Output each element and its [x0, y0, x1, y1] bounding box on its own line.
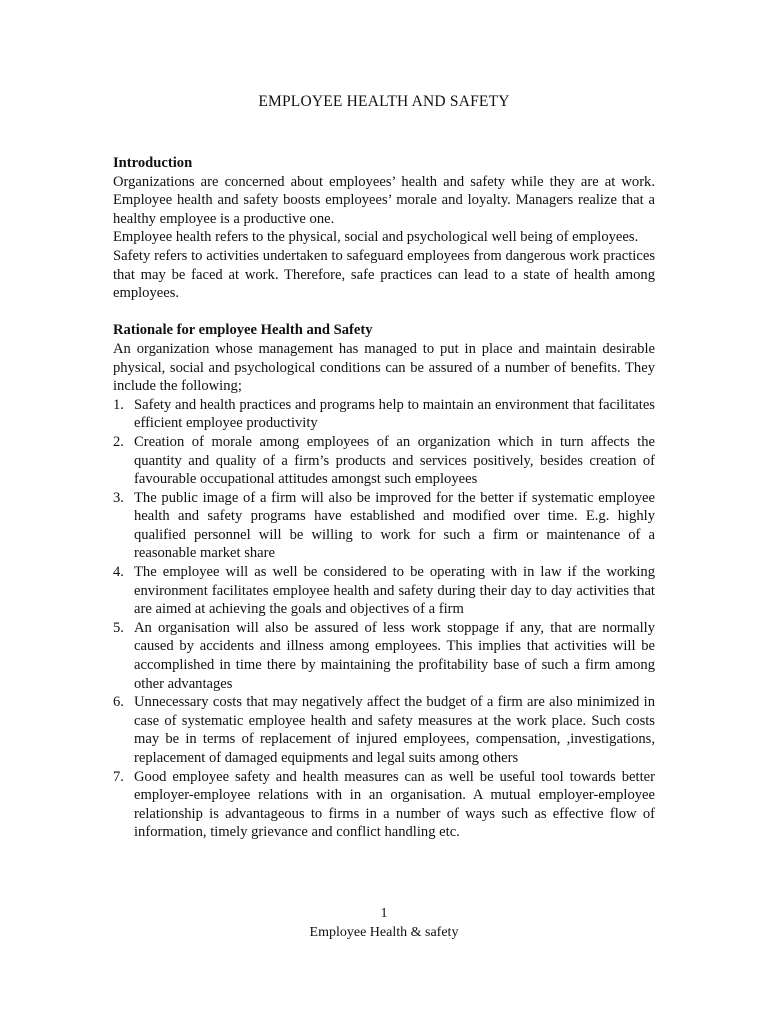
list-item-number: 7. [113, 768, 124, 785]
introduction-paragraph: Organizations are concerned about employees’ health and safety while they are at work. Employee health and safety boosts employees’ morale and loyalty. Managers realize that a healthy employee is a productive one. [113, 173, 655, 227]
list-item-number: 4. [113, 564, 124, 581]
list-item [113, 693, 655, 767]
introduction-heading: Introduction [113, 155, 193, 171]
list-item-number: 1. [113, 396, 124, 413]
rationale-intro: An organization whose management has managed to put in place and maintain desirable physical, social and psychological conditions can be assured of a number of benefits. They include the following; [113, 340, 655, 395]
running-footer-title: Employee Health & safety [309, 925, 459, 940]
page-number: 1 [380, 906, 388, 921]
section-spacer [113, 303, 655, 322]
list-item-text: The employee will as well be considered to be operating with in law if the working environment facilitates employee health and safety during their day to day activities that are aimed at achieving the goals and objectives of a firm [134, 564, 655, 618]
list-item-number: 5. [113, 619, 124, 636]
list-item [113, 489, 655, 563]
benefits-list [113, 396, 655, 842]
list-item-text: Good employee safety and health measures can as well be useful tool towards better employer-employee relations with in an organisation. A mutual employer-employee relationship is advantageous to firms in a number of ways such as effective flow of information, timely grievance and conflict handling etc. [134, 768, 655, 841]
list-item-text: Unnecessary costs that may negatively affect the budget of a firm are also minimized in case of systematic employee health and safety measures at the work place. Such costs may be in terms of replacement of injured employees, compensation, ,investigations, replacement of damaged equipments and legal suits among others [134, 694, 655, 766]
introduction-paragraph: Safety refers to activities undertaken to safeguard employees from dangerous work practices that may be faced at work. Therefore, safe practices can lead to a state of health among employees. [113, 247, 655, 302]
list-item-text: The public image of a firm will also be improved for the better if systematic employee health and safety programs have established and modified over time. E.g. highly qualified personnel will be willing to work for such a firm or maintenance of a reasonable market share [134, 489, 655, 562]
list-item-number: 6. [113, 694, 124, 711]
introduction-paragraph: Employee health refers to the physical, social and psychological well being of employees. [113, 229, 639, 246]
list-item-text: Safety and health practices and programs help to maintain an environment that facilitates efficient employee productivity [134, 396, 655, 432]
list-item [113, 433, 655, 489]
list-item [113, 563, 655, 619]
list-item-text: An organisation will also be assured of less work stoppage if any, that are normally caused by accidents and illness among employees. This implies that activities will be accomplished in time there by maintaining the profitability base of such a firm among other advantages [134, 619, 655, 692]
list-item-text: Creation of morale among employees of an organization which in turn affects the quantity and quality of a firm’s products and services positively, besides creation of favourable occupational attitudes amongst such employees [134, 433, 655, 488]
document-body [113, 154, 655, 842]
list-item [113, 619, 655, 693]
list-item-number: 3. [113, 489, 124, 506]
list-item [113, 768, 655, 842]
document-title: EMPLOYEE HEALTH AND SAFETY [258, 93, 510, 110]
list-item [113, 396, 655, 433]
list-item-number: 2. [113, 433, 124, 450]
rationale-heading: Rationale for employee Health and Safety [113, 322, 373, 339]
